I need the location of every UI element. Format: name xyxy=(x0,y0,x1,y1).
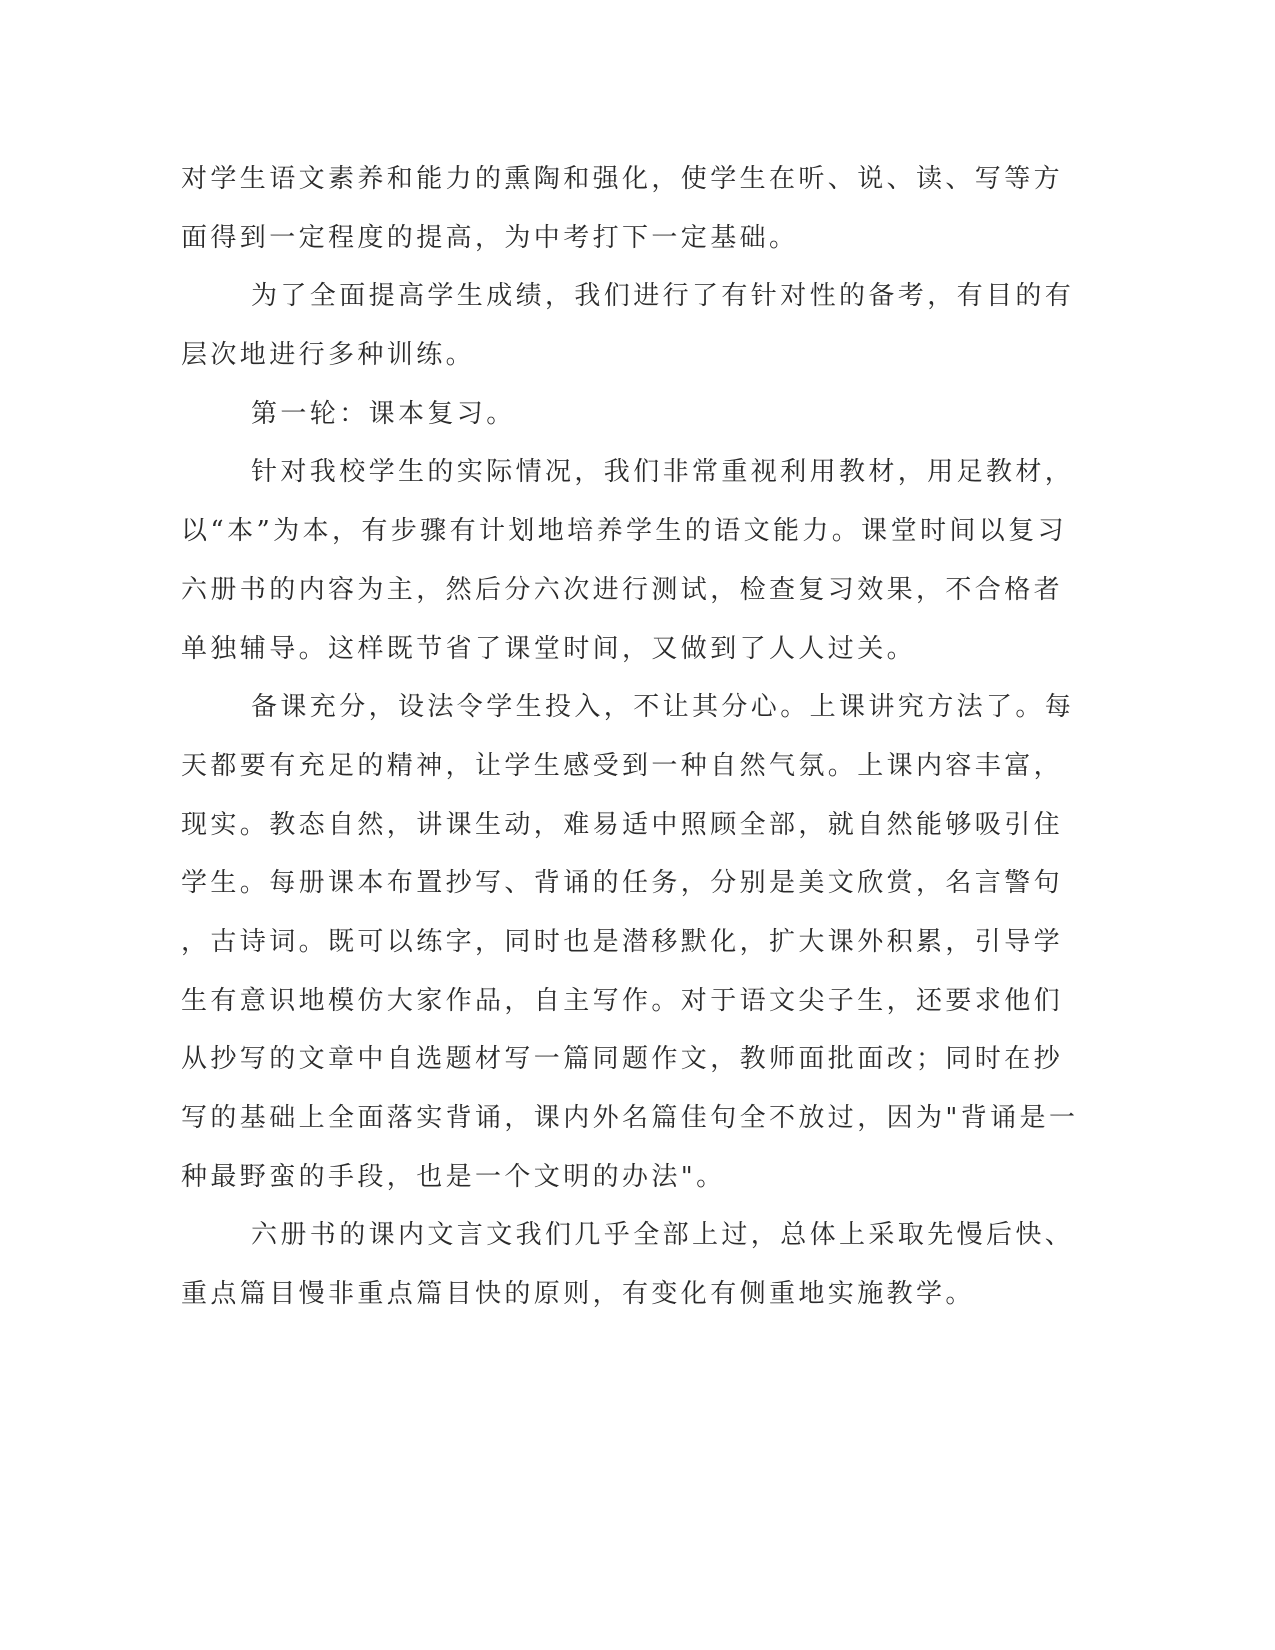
text-line-10: 备课充分，设法令学生投入，不让其分心。上课讲究方法了。每 xyxy=(251,692,1075,723)
document-body xyxy=(181,150,1079,1324)
text-line-3: 为了全面提高学生成绩，我们进行了有针对性的备考，有目的有 xyxy=(251,281,1075,312)
text-line-6: 针对我校学生的实际情况，我们非常重视利用教材，用足教材， xyxy=(251,457,1075,488)
text-line-11: 天都要有充足的精神，让学生感受到一种自然气氛。上课内容丰富， xyxy=(181,750,1064,781)
text-line-8: 六册书的内容为主，然后分六次进行测试，检查复习效果，不合格者 xyxy=(181,574,1064,605)
text-line-9: 单独辅导。这样既节省了课堂时间，又做到了人人过关。 xyxy=(181,633,917,664)
text-line-12: 现实。教态自然，讲课生动，难易适中照顾全部，就自然能够吸引住 xyxy=(181,809,1064,840)
text-line-2: 面得到一定程度的提高，为中考打下一定基础。 xyxy=(181,222,799,253)
text-line-18: 种最野蛮的手段，也是一个文明的办法"。 xyxy=(181,1161,726,1192)
text-line-15: 生有意识地模仿大家作品，自主写作。对于语文尖子生，还要求他们 xyxy=(181,985,1064,1016)
text-line-5: 第一轮：课本复习。 xyxy=(251,398,516,429)
text-line-7: 以“本”为本，有步骤有计划地培养学生的语文能力。课堂时间以复习 xyxy=(181,516,1067,547)
text-line-16: 从抄写的文章中自选题材写一篇同题作文，教师面批面改；同时在抄 xyxy=(181,1044,1064,1075)
text-line-19: 六册书的课内文言文我们几乎全部上过，总体上采取先慢后快、 xyxy=(251,1220,1075,1251)
text-line-1: 对学生语文素养和能力的熏陶和强化，使学生在听、说、读、写等方 xyxy=(181,164,1064,194)
text-line-20: 重点篇目慢非重点篇目快的原则，有变化有侧重地实施教学。 xyxy=(181,1279,975,1310)
text-line-17: 写的基础上全面落实背诵，课内外名篇佳句全不放过，因为"背诵是一 xyxy=(181,1103,1079,1133)
text-line-13: 学生。每册课本布置抄写、背诵的任务，分别是美文欣赏，名言警句 xyxy=(181,868,1064,899)
text-line-14: ，古诗词。既可以练字，同时也是潜移默化，扩大课外积累，引导学 xyxy=(181,926,1064,957)
text-line-4: 层次地进行多种训练。 xyxy=(181,340,476,371)
